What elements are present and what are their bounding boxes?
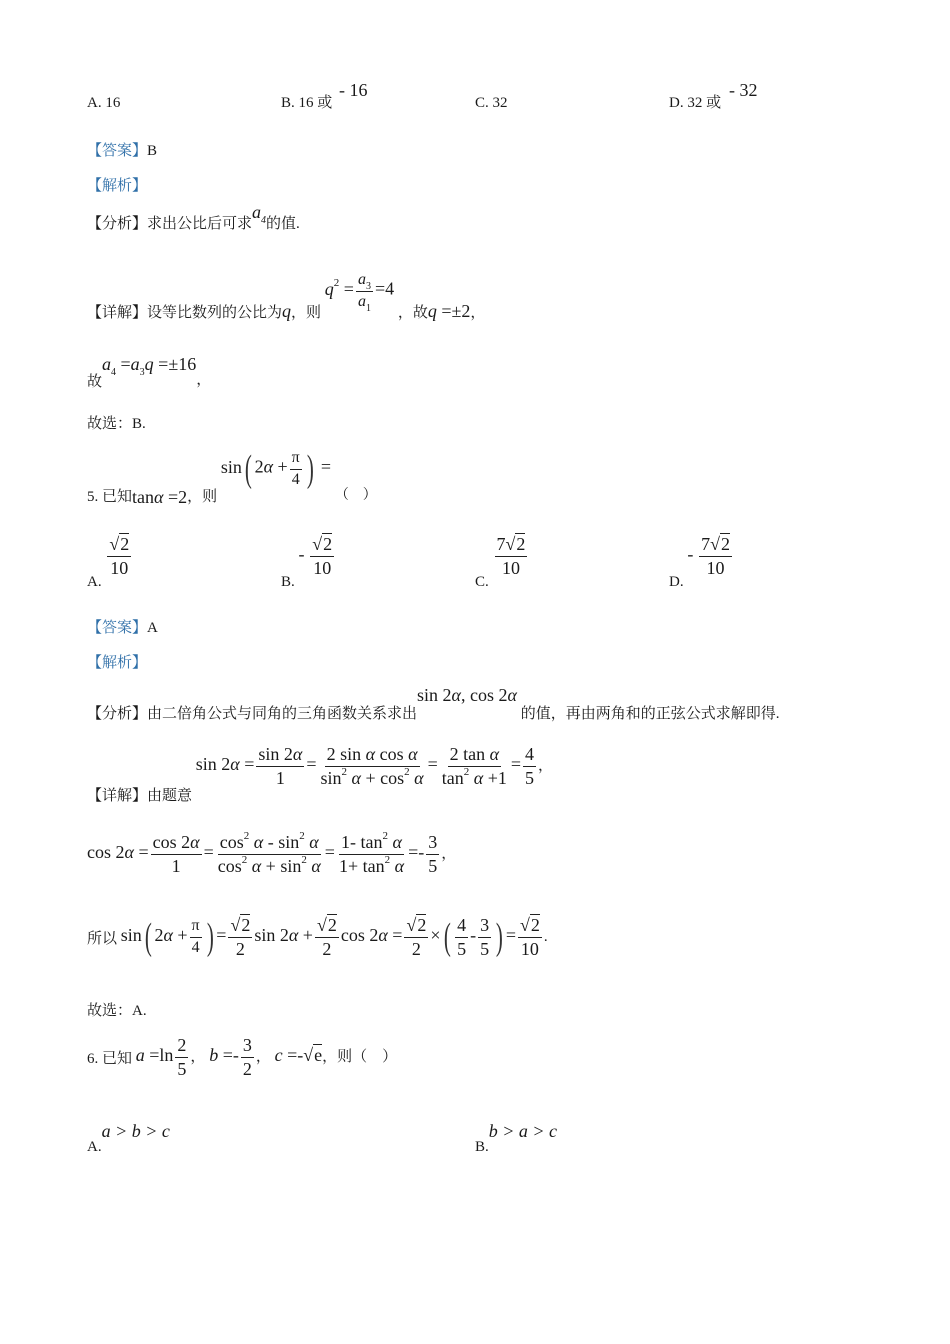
gu-end: ， [196,372,212,388]
select-q5: 故选：A. [87,1003,147,1019]
q5-opt-b-label: B. [281,573,295,590]
fenxi-pre: 求出公比后可求 [147,216,253,232]
q5-suoyi-line: 所以 sin( 2α + $\frac{\pi}{4}$ ) = $\frac{√2}{2}$ sin 2α + $\frac{√2}{2}$ cos 2α = $\frac{√2}{2}$ ×( $\frac{4}{5}$ - $\frac{3}{5}$ ) = $\frac{√2}{10}$ . [87,915,548,959]
q6-stem: 6. 已知 a =ln $\frac{2}{5}$ ， b =- $\frac{3}{2}$ ， c =-√e，则（ ） [87,1035,398,1079]
fenxi-tag: 【分析】 [87,216,148,232]
option-d: D. 32 或 [669,95,722,111]
q6-opt-a-label: A. [87,1139,102,1155]
answer-line [87,144,157,159]
q6-option-a [87,1122,170,1154]
fenxi-post: 的值. [266,216,300,232]
q5-option-c: C. $\frac{7√2}{10}$ [475,534,526,590]
option-d-neg: - 32 [729,80,758,100]
q5-fenxi-post: 的值，再由两角和的正弦公式求解即得. [520,706,780,722]
q5-option-a: A. $\frac{√2}{10}$ [87,534,130,590]
q5-opt-d-label: D. [669,573,684,590]
gu-line: 故$a_4 =a_3q =\pm 16$， [87,354,212,390]
q6-opt-b-label: B. [475,1139,489,1155]
q5-stem: 5. 已知tanα =2，则 sin( 2α + $\frac{\pi}{4}$ ) = （ ） [87,448,377,507]
xiangjie-gu: ，故 [397,304,428,321]
jiexi-tag: 【解析】 [87,178,148,194]
q6-opt-b-expr: b > a > c [488,1121,558,1141]
q5-stem-pre: 5. 已知 [87,488,133,505]
option-c: C. 32 [475,95,508,111]
q5-answer-value: A [147,620,158,636]
q5-fenxi-line: 【分析】由二倍角公式与同角的三角函数关系求出sin 2α, cos 2α 的值，再由两角和的正弦公式求解即得. [87,685,780,722]
q5-jiexi-tag: 【解析】 [87,655,148,671]
option-a: A. 16 [87,95,121,111]
val-pm16: ±16 [168,354,197,374]
option-b: B. 16 或 [281,95,333,111]
val-4: 4 [385,278,395,299]
xiangjie-pre: 设等比数列的公比为 [147,304,283,321]
q5-option-b: B. - $\frac{√2}{10}$ [281,534,333,590]
q5-opt-a-label: A. [87,573,102,590]
q5-fenxi-tag: 【分析】 [87,706,148,722]
q6-stem-end: ，则（ ） [322,1048,398,1065]
q5-xiangjie-tag: 【详解】 [87,787,148,804]
xiangjie-tag: 【详解】 [87,304,148,321]
q6-stem-pre: 6. 已知 [87,1050,133,1067]
fenxi-line: 【分析】求出公比后可求$a_4$的值. [87,202,300,232]
q5-answer-line [87,621,158,636]
xiangjie-mid: ，则 [291,304,322,321]
q5-stem-mid: ，则 [187,488,218,505]
answer-tag: 【答案】 [87,143,148,159]
q5-answer-tag: 【答案】 [87,620,148,636]
q5-fenxi-pre: 由二倍角公式与同角的三角函数关系求出 [147,706,418,722]
gu-text: 故 [87,374,103,390]
q6-option-b [475,1122,557,1154]
val-pm2: ±2 [451,300,471,321]
q5-option-d: D. - $\frac{7√2}{10}$ [669,534,730,590]
answer-value: B [147,143,158,159]
tan-val: 2 [178,486,188,507]
q5-stem-end: （ ） [334,487,377,503]
q5-sin2a-line: 【详解】由题意 sin 2α = $\frac{\sin 2\alpha}{1}$ = $\frac{\text{2 sin α cos α}}{\sin^2 \alpha + \cos^2 \alpha}$ = $\frac{\text{2 tan α}}{\tan^2 \alpha +1}$ = $\frac{4}{5}$ ， [87,744,554,804]
q5-cos2a-line: cos 2α = $\frac{\cos 2\alpha}{1}$ = $\frac{\cos^2 \alpha - \sin^2 \alpha}{\cos^2 \alpha + \sin^2 \alpha}$ = $\frac{1- \tan^2 \alpha}{1+ \tan^2 \alpha}$ =- $\frac{3}{5}$ ， [87,830,457,876]
option-b-neg: - 16 [339,80,368,100]
q5-opt-c-label: C. [475,573,489,590]
q5-xiangjie-pre: 由题意 [147,787,193,804]
q5-suoyi: 所以 [87,930,118,947]
select-q4: 故选：B. [87,416,146,432]
xiangjie-line: 【详解】设等比数列的公比为q，则 $q^2$ = $\frac{a_3}{a_1}$ =4 ，故q =±2， [87,271,486,321]
q6-opt-a-expr: a > b > c [101,1121,170,1141]
xiangjie-end: ， [470,304,486,321]
